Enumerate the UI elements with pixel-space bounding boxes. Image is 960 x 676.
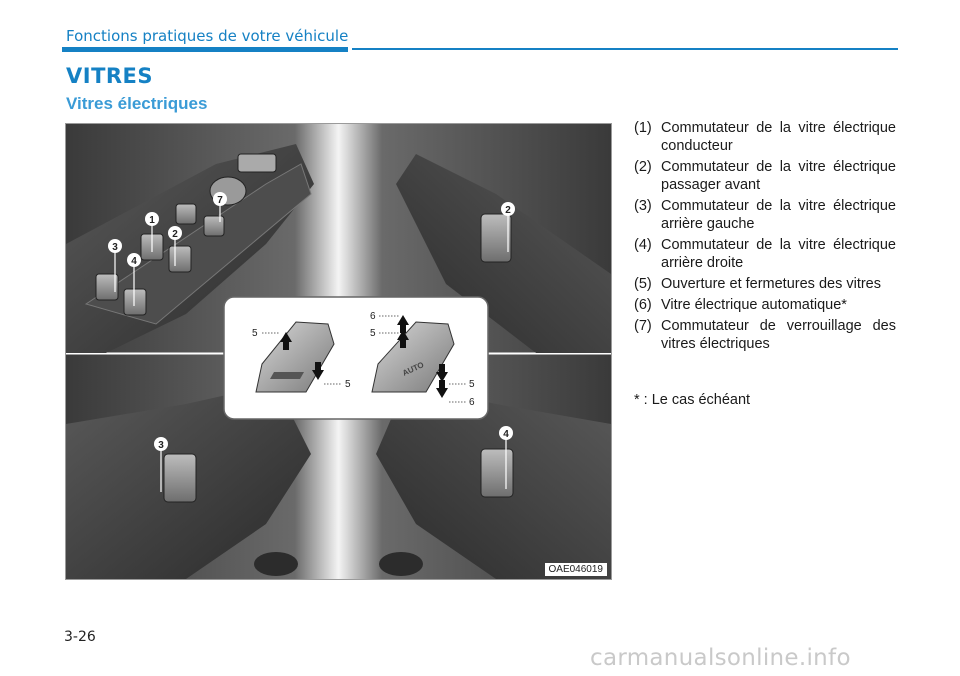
rear-left-switch bbox=[164, 454, 196, 502]
legend-item bbox=[634, 275, 896, 293]
switch-detail-inset bbox=[224, 297, 488, 419]
legend-text: Commutateur de verrouillage des vitres électriques bbox=[661, 318, 896, 352]
svg-text:6: 6 bbox=[370, 311, 376, 322]
legend-list bbox=[634, 119, 896, 356]
svg-text:5: 5 bbox=[370, 328, 376, 339]
legend-text: Vitre électrique automatique* bbox=[661, 297, 847, 313]
header-title: Fonctions pratiques de votre véhicule bbox=[66, 27, 349, 45]
footnote: * : Le cas échéant bbox=[634, 392, 751, 408]
svg-text:5: 5 bbox=[252, 328, 258, 339]
legend-number: (4) bbox=[634, 237, 652, 253]
svg-text:3: 3 bbox=[112, 242, 118, 253]
legend-item bbox=[634, 317, 896, 353]
legend-text: Commutateur de la vitre électrique passager avant bbox=[661, 159, 896, 193]
legend-number: (3) bbox=[634, 198, 652, 214]
legend-text: Commutateur de la vitre électrique arrière gauche bbox=[661, 198, 896, 232]
svg-text:2: 2 bbox=[172, 229, 178, 240]
svg-text:6: 6 bbox=[469, 397, 475, 408]
figure-code: OAE046019 bbox=[545, 563, 608, 576]
header-rule-thin bbox=[352, 48, 898, 50]
legend-number: (1) bbox=[634, 120, 652, 136]
window-switch-illustration bbox=[65, 123, 612, 580]
svg-text:3: 3 bbox=[158, 440, 164, 451]
passenger-switch bbox=[481, 214, 511, 262]
page-number: 3-26 bbox=[64, 629, 96, 645]
svg-text:5: 5 bbox=[469, 379, 475, 390]
subsection-title: Vitres électriques bbox=[66, 94, 208, 113]
legend-number: (7) bbox=[634, 318, 652, 334]
svg-text:1: 1 bbox=[149, 215, 155, 226]
watermark: carmanualsonline.info bbox=[590, 645, 851, 671]
legend-item bbox=[634, 158, 896, 194]
svg-text:7: 7 bbox=[217, 195, 223, 206]
legend-number: (5) bbox=[634, 276, 652, 292]
legend-item bbox=[634, 236, 896, 272]
legend-number: (6) bbox=[634, 297, 652, 313]
rear-right-switch bbox=[481, 449, 513, 497]
legend-number: (2) bbox=[634, 159, 652, 175]
legend-text: Commutateur de la vitre électrique conducteur bbox=[661, 120, 896, 154]
svg-text:2: 2 bbox=[505, 205, 511, 216]
legend-text: Commutateur de la vitre électrique arrière droite bbox=[661, 237, 896, 271]
header-rule-thick bbox=[62, 47, 348, 52]
legend-item bbox=[634, 197, 896, 233]
legend-text: Ouverture et fermetures des vitres bbox=[661, 276, 881, 292]
legend-item bbox=[634, 119, 896, 155]
svg-text:5: 5 bbox=[345, 379, 351, 390]
section-title: VITRES bbox=[66, 64, 154, 88]
legend-item bbox=[634, 296, 896, 314]
svg-text:AUTO: AUTO bbox=[401, 360, 426, 378]
svg-text:4: 4 bbox=[131, 256, 137, 267]
svg-text:4: 4 bbox=[503, 429, 509, 440]
